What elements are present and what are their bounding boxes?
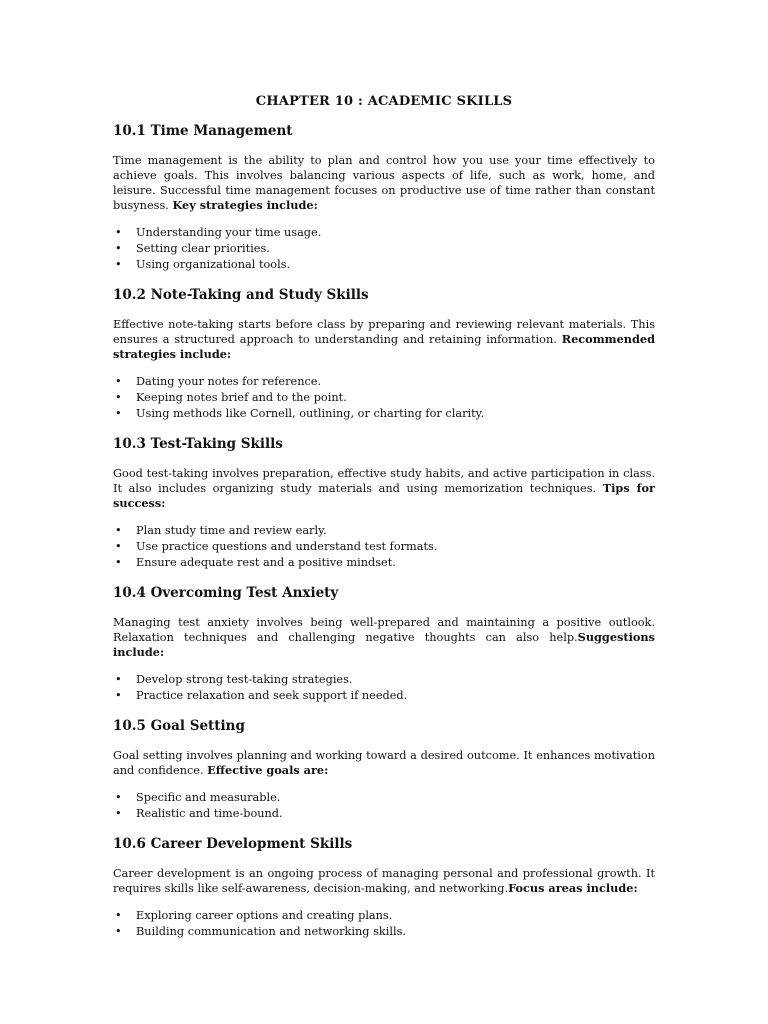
section-note-taking: [113, 287, 655, 422]
bullet-icon: •: [115, 791, 122, 804]
bullet-icon: •: [115, 925, 122, 938]
list-item: [113, 924, 655, 940]
paragraph-bold-lead: Focus areas include:: [508, 881, 638, 895]
list-item: [113, 672, 655, 688]
bullet-icon: •: [115, 391, 122, 404]
section-paragraph: [113, 748, 655, 778]
list-item: [113, 555, 655, 571]
section-paragraph: [113, 153, 655, 213]
paragraph-bold-lead: Effective goals are:: [207, 763, 329, 777]
paragraph-bold-lead: Tips for success:: [113, 481, 655, 510]
list-item-text: Specific and measurable.: [136, 791, 281, 804]
paragraph-text: Effective note-taking starts before class by preparing and reviewing relevant materials. This ensures a structured approach to understanding and retaining information.: [113, 318, 655, 346]
paragraph-text: Good test-taking involves preparation, effective study habits, and active participation in class. It also includes organizing study materials and using memorization techniques.: [113, 467, 655, 495]
paragraph-text: Goal setting involves planning and working toward a desired outcome. It enhances motivation and confidence.: [113, 749, 655, 777]
bullet-icon: •: [115, 524, 122, 537]
paragraph-bold-lead: Suggestions include:: [113, 630, 655, 659]
list-item: [113, 241, 655, 257]
section-heading: 10.4 Overcoming Test Anxiety: [113, 585, 339, 601]
list-item-text: Understanding your time usage.: [136, 226, 322, 239]
bullet-icon: •: [115, 258, 122, 271]
list-item: [113, 908, 655, 924]
list-item: [113, 225, 655, 241]
list-item: [113, 523, 655, 539]
list-item-text: Dating your notes for reference.: [136, 375, 322, 388]
list-item: [113, 539, 655, 555]
chapter-title: CHAPTER 10 : ACADEMIC SKILLS: [255, 94, 513, 109]
section-paragraph: [113, 615, 655, 660]
section-paragraph: [113, 317, 655, 362]
bullet-icon: •: [115, 226, 122, 239]
bullet-icon: •: [115, 407, 122, 420]
bullet-icon: •: [115, 375, 122, 388]
list-item: [113, 390, 655, 406]
list-item-text: Plan study time and review early.: [136, 524, 327, 537]
section-career-development: [113, 836, 655, 940]
section-test-anxiety: [113, 585, 655, 704]
list-item-text: Using methods like Cornell, outlining, or charting for clarity.: [136, 407, 485, 420]
section-heading: 10.6 Career Development Skills: [113, 836, 353, 852]
list-item-text: Exploring career options and creating plans.: [136, 909, 393, 922]
section-test-taking: [113, 436, 655, 571]
paragraph-bold-lead: Key strategies include:: [172, 198, 318, 212]
paragraph-bold-lead: Recommended strategies include:: [113, 332, 655, 361]
bullet-icon: •: [115, 807, 122, 820]
list-item-text: Develop strong test-taking strategies.: [136, 673, 353, 686]
bullet-list: [113, 374, 655, 422]
section-heading: 10.5 Goal Setting: [113, 718, 245, 734]
bullet-icon: •: [115, 242, 122, 255]
bullet-list: [113, 523, 655, 571]
list-item: [113, 406, 655, 422]
paragraph-text: Career development is an ongoing process of managing personal and professional growth. It requires skills like self-awareness, decision-making, and networking.: [113, 867, 655, 895]
list-item-text: Using organizational tools.: [136, 258, 291, 271]
section-goal-setting: [113, 718, 655, 822]
bullet-icon: •: [115, 556, 122, 569]
section-paragraph: [113, 866, 655, 896]
bullet-icon: •: [115, 673, 122, 686]
section-heading: 10.3 Test-Taking Skills: [113, 436, 283, 452]
list-item-text: Practice relaxation and seek support if needed.: [136, 689, 408, 702]
list-item-text: Ensure adequate rest and a positive mindset.: [136, 556, 396, 569]
bullet-list: [113, 790, 655, 822]
list-item-text: Setting clear priorities.: [136, 242, 270, 255]
list-item: [113, 688, 655, 704]
section-time-management: [113, 123, 655, 273]
list-item-text: Building communication and networking skills.: [136, 925, 406, 938]
bullet-icon: •: [115, 689, 122, 702]
list-item-text: Keeping notes brief and to the point.: [136, 391, 347, 404]
bullet-icon: •: [115, 540, 122, 553]
list-item: [113, 790, 655, 806]
list-item: [113, 257, 655, 273]
list-item: [113, 374, 655, 390]
list-item-text: Realistic and time-bound.: [136, 807, 283, 820]
bullet-list: [113, 908, 655, 940]
paragraph-text: Time management is the ability to plan and control how you use your time effectively to achieve goals. This involves balancing various aspects of life, such as work, home, and leisure. Successful time management focuses on productive use of time rather than constant busyness.: [113, 154, 655, 212]
section-heading: 10.1 Time Management: [113, 123, 293, 139]
bullet-list: [113, 225, 655, 273]
section-heading: 10.2 Note-Taking and Study Skills: [113, 287, 369, 303]
section-paragraph: [113, 466, 655, 511]
bullet-list: [113, 672, 655, 704]
paragraph-text: Managing test anxiety involves being well-prepared and maintaining a positive outlook. Relaxation techniques and challenging negative thoughts can also help.: [113, 616, 655, 644]
bullet-icon: •: [115, 909, 122, 922]
list-item-text: Use practice questions and understand test formats.: [136, 540, 438, 553]
list-item: [113, 806, 655, 822]
